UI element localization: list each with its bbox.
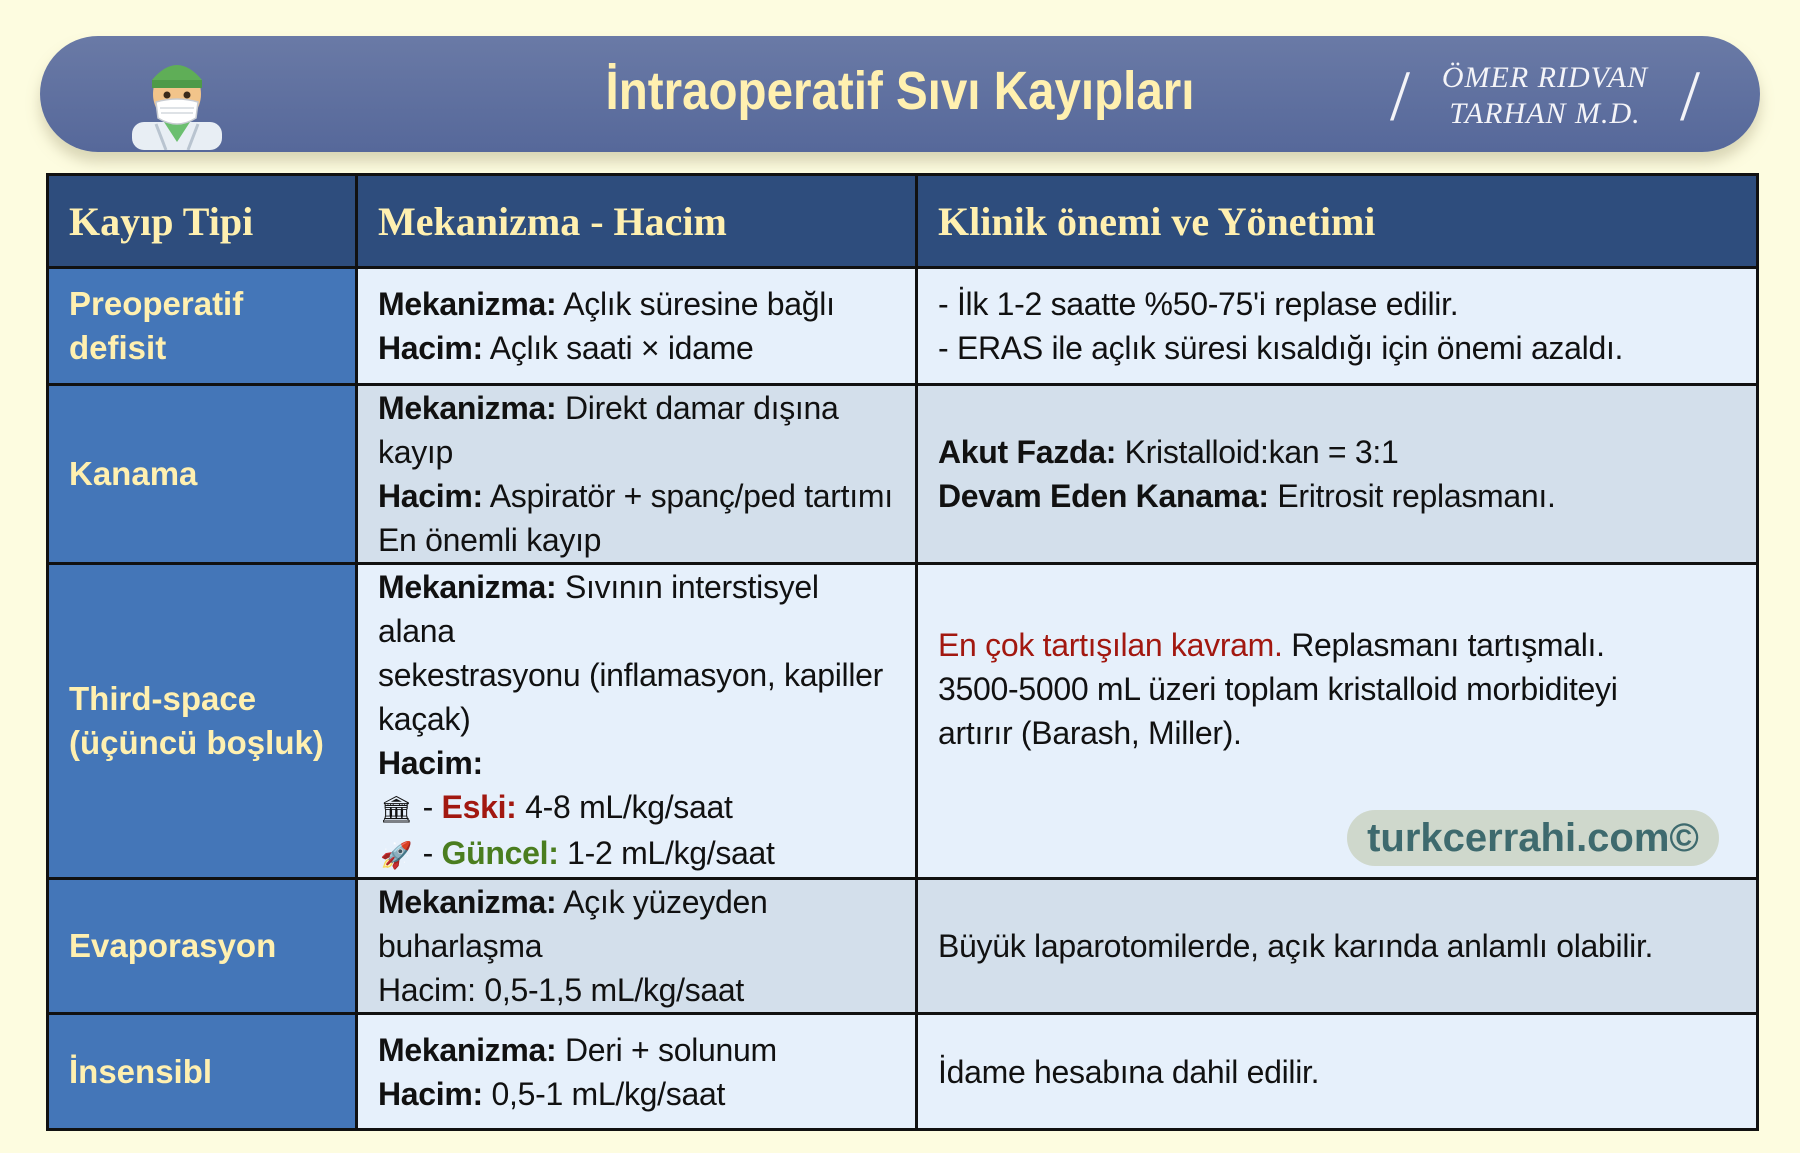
clinical-text: Eritrosit replasmanı. bbox=[1268, 478, 1556, 514]
mechanism-text: Açlık süresine bağlı bbox=[556, 286, 835, 322]
loss-type-cell: İnsensibl bbox=[48, 1014, 357, 1130]
volume-text: Açlık saati × idame bbox=[482, 330, 754, 366]
loss-type-line: (üçüncü boşluk) bbox=[69, 724, 324, 761]
column-header: Kayıp Tipi bbox=[48, 175, 357, 268]
mechanism-label: Mekanizma: bbox=[378, 569, 557, 605]
loss-type-cell: Evaporasyon bbox=[48, 879, 357, 1014]
author-signature: / ÖMER RIDVAN TARHAN M.D. / bbox=[1390, 56, 1700, 136]
volume-label: Hacim: bbox=[378, 478, 483, 514]
old-dash: - bbox=[414, 789, 442, 825]
mechanism-cell bbox=[357, 268, 917, 385]
mechanism-text: sekestrasyonu (inflamasyon, kapiller kaçak) bbox=[378, 657, 883, 737]
fluid-loss-table bbox=[46, 173, 1759, 1131]
table-row bbox=[48, 268, 1758, 385]
clinical-cell: İdame hesabına dahil edilir. bbox=[917, 1014, 1758, 1130]
volume-label: Hacim: bbox=[378, 1075, 483, 1112]
mechanism-label: Mekanizma: bbox=[378, 884, 557, 920]
clinical-label: Akut Fazda: bbox=[938, 434, 1117, 470]
mechanism-cell bbox=[357, 1014, 917, 1130]
mechanism-note: En önemli kayıp bbox=[378, 522, 602, 558]
mechanism-text: Açık yüzeyden buharlaşma bbox=[378, 884, 768, 964]
column-header: Mekanizma - Hacim bbox=[357, 175, 917, 268]
clinical-cell: Büyük laparotomilerde, açık karında anlamlı olabilir. bbox=[917, 879, 1758, 1014]
volume-label: Hacim: bbox=[378, 330, 483, 366]
clinical-line: artırır (Barash, Miller). bbox=[938, 715, 1242, 751]
volume-label: Hacim: bbox=[378, 745, 483, 781]
clinical-line: - ERAS ile açlık süresi kısaldığı için önemi azaldı. bbox=[938, 330, 1624, 366]
table-row bbox=[48, 385, 1758, 564]
mechanism-label: Mekanizma: bbox=[378, 390, 557, 426]
page-title: İntraoperatif Sıvı Kayıpları bbox=[605, 61, 1195, 121]
mechanism-text: Sıvının interstisyel alana bbox=[378, 569, 819, 649]
author-line-1: ÖMER RIDVAN bbox=[1441, 61, 1649, 94]
column-header: Klinik önemi ve Yönetimi bbox=[917, 175, 1758, 268]
new-dash: - bbox=[414, 835, 442, 871]
mechanism-label: Mekanizma: bbox=[378, 286, 557, 322]
clinical-label: Devam Eden Kanama: bbox=[938, 478, 1269, 514]
clinical-line: 3500-5000 mL üzeri toplam kristalloid morbiditeyi bbox=[938, 671, 1618, 707]
volume-text: 0,5-1 mL/kg/saat bbox=[482, 1075, 726, 1112]
title-banner bbox=[40, 36, 1760, 152]
classical-building-icon: 🏛 bbox=[379, 794, 413, 824]
volume-text: Aspiratör + spanç/ped tartımı bbox=[482, 478, 893, 514]
loss-type-cell bbox=[48, 564, 357, 879]
loss-type-line: Third-space bbox=[69, 680, 257, 717]
clinical-text: Replasmanı tartışmalı. bbox=[1282, 627, 1605, 663]
mechanism-cell bbox=[357, 564, 917, 879]
mechanism-label: Mekanizma: bbox=[378, 1031, 557, 1068]
table-row bbox=[48, 879, 1758, 1014]
author-line-2: TARHAN M.D. bbox=[1449, 97, 1641, 130]
watermark: turkcerrahi.com© bbox=[1347, 810, 1719, 866]
old-value: 4-8 mL/kg/saat bbox=[516, 789, 733, 825]
table-row bbox=[48, 1014, 1758, 1130]
loss-type-cell: Kanama bbox=[48, 385, 357, 564]
table-header-row bbox=[48, 175, 1758, 268]
clinical-cell bbox=[917, 268, 1758, 385]
mechanism-cell bbox=[357, 385, 917, 564]
clinical-cell bbox=[917, 385, 1758, 564]
new-label: Güncel: bbox=[441, 835, 559, 871]
rocket-icon: 🚀 bbox=[379, 840, 413, 870]
mechanism-text: Direkt damar dışına kayıp bbox=[378, 390, 839, 470]
loss-type-cell: Preoperatif defisit bbox=[48, 268, 357, 385]
volume-text: Hacim: 0,5-1,5 mL/kg/saat bbox=[378, 972, 744, 1008]
clinical-text: Kristalloid:kan = 3:1 bbox=[1116, 434, 1399, 470]
clinical-highlight: En çok tartışılan kavram. bbox=[938, 627, 1283, 663]
mechanism-cell bbox=[357, 879, 917, 1014]
old-label: Eski: bbox=[441, 789, 517, 825]
new-value: 1-2 mL/kg/saat bbox=[558, 835, 775, 871]
mechanism-text: Deri + solunum bbox=[556, 1031, 777, 1068]
clinical-line: - İlk 1-2 saatte %50-75'i replase edilir. bbox=[938, 286, 1459, 322]
